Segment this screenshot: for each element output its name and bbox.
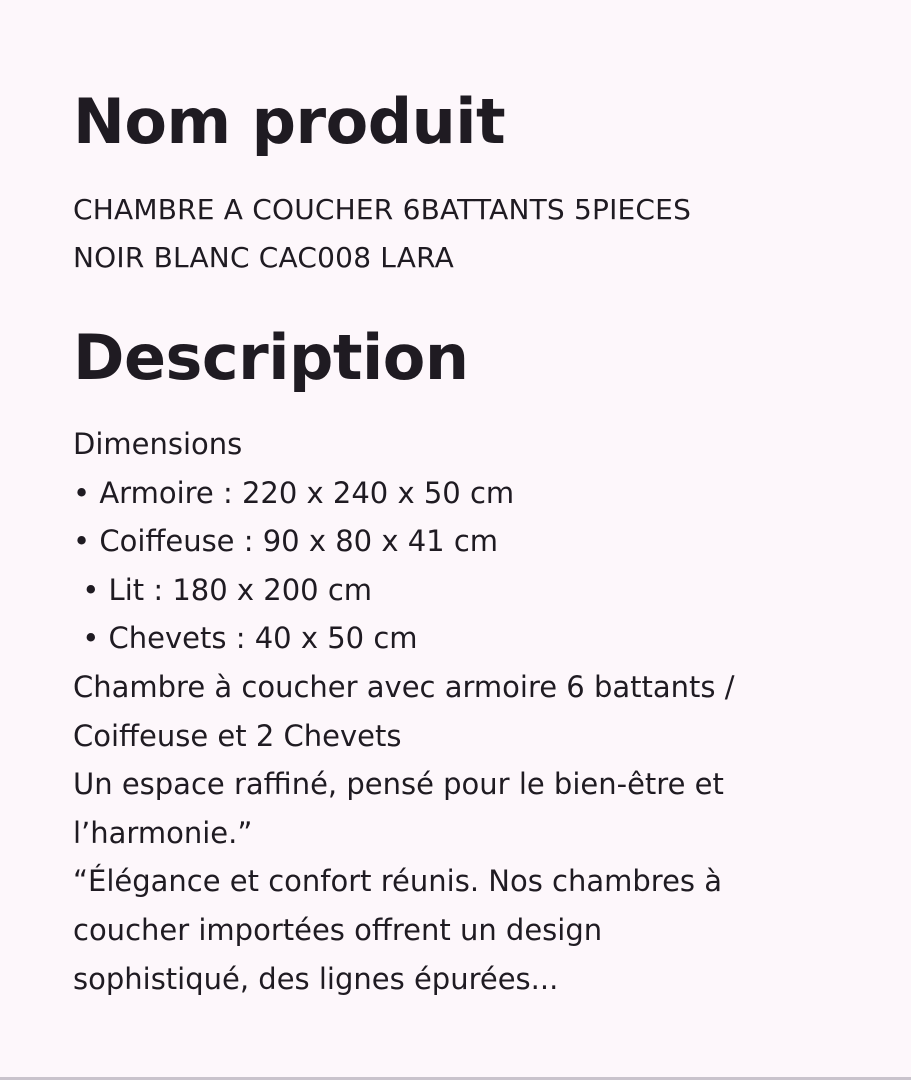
description-line: Coiffeuse et 2 Chevets: [73, 718, 402, 753]
product-name-text: CHAMBRE A COUCHER 6BATTANTS 5PIECES NOIR BLANC CAC008 LARA: [73, 193, 692, 274]
description-line: Dimensions: [73, 427, 243, 461]
product-name-heading: Nom produit: [73, 85, 506, 158]
description-line: • Lit : 180 x 200 cm: [73, 572, 373, 607]
description-heading: Description: [73, 321, 469, 394]
product-info: [73, 78, 873, 1003]
description-line: coucher importées offrent un design: [73, 912, 603, 947]
description-line: Chambre à coucher avec armoire 6 battants /: [73, 669, 735, 704]
description-text[interactable]: [73, 420, 873, 1003]
description-line: “Élégance et confort réunis. Nos chambres à: [73, 864, 723, 899]
description-line: • Armoire : 220 x 240 x 50 cm: [73, 475, 515, 510]
description-line: • Coiffeuse : 90 x 80 x 41 cm: [73, 524, 499, 559]
description-line: • Chevets : 40 x 50 cm: [73, 621, 418, 656]
description-line: Un espace raffiné, pensé pour le bien-être et: [73, 767, 724, 802]
description-line: l’harmonie.”: [73, 815, 253, 850]
description-line: sophistiqué, des lignes épurées...: [73, 961, 559, 996]
